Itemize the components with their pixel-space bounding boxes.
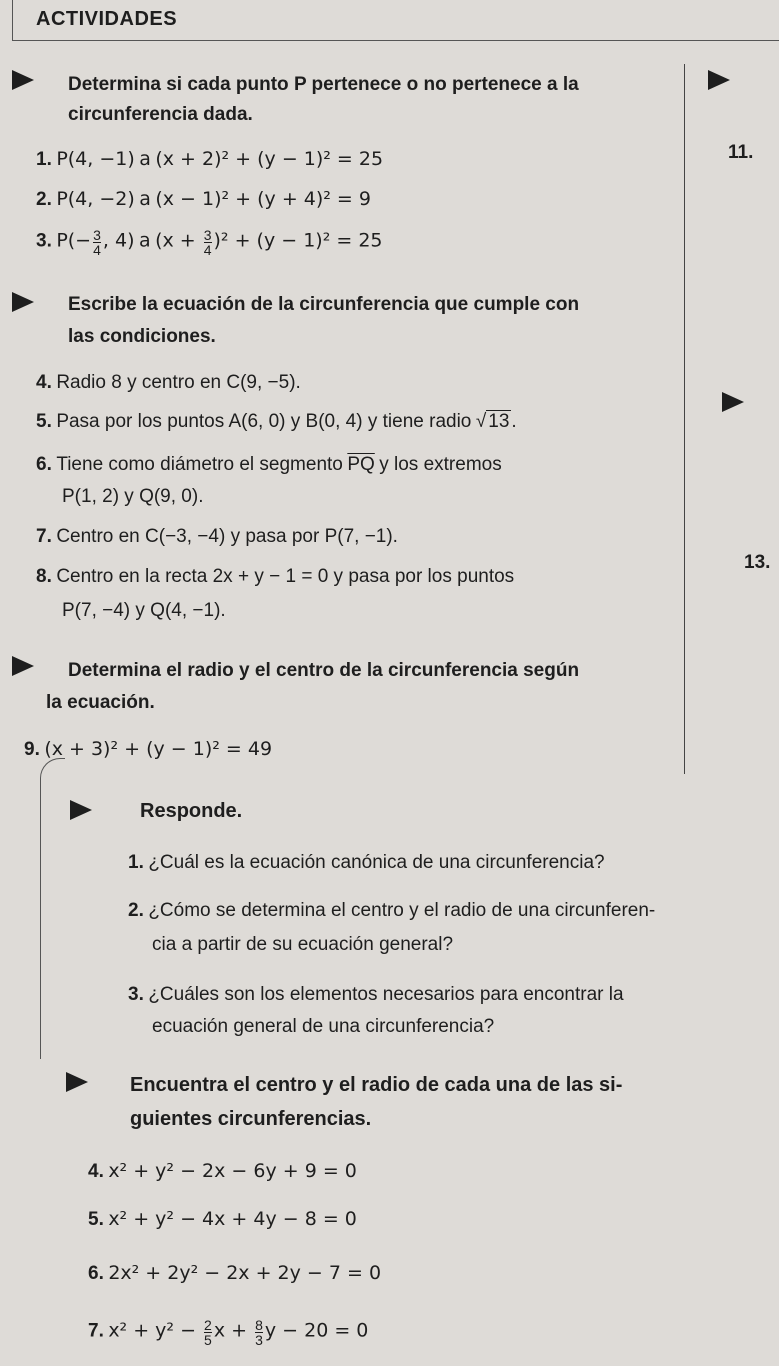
item-number-11: 11. xyxy=(728,142,754,163)
column-divider xyxy=(684,64,685,774)
exercise-item-8-line2: P(7, −4) y Q(4, −1). xyxy=(62,600,226,621)
circle-item-6: 6. 2x² + 2y² − 2x + 2y − 7 = 0 xyxy=(88,1262,382,1284)
exercise-item-7: 7. Centro en C(−3, −4) y pasa por P(7, −1). xyxy=(36,526,398,547)
item-number-13: 13. xyxy=(744,552,771,573)
section-heading: guientes circunferencias. xyxy=(130,1108,372,1130)
circle-item-5: 5. x² + y² − 4x + 4y − 8 = 0 xyxy=(88,1208,357,1230)
exercise-item-8: 8. Centro en la recta 2x + y − 1 = 0 y pasa por los puntos xyxy=(36,566,515,587)
bullet-triangle-icon xyxy=(722,392,744,412)
exercise-item-9: 9. (x + 3)² + (y − 1)² = 49 xyxy=(24,738,273,760)
bullet-triangle-icon xyxy=(66,1072,88,1092)
circle-item-4: 4. x² + y² − 2x − 6y + 9 = 0 xyxy=(88,1160,357,1182)
section-heading: Responde. xyxy=(140,800,243,822)
bullet-triangle-icon xyxy=(12,656,34,676)
exercise-item-6-line2: P(1, 2) y Q(9, 0). xyxy=(62,486,204,507)
section-heading: la ecuación. xyxy=(46,692,155,713)
question-2: 2. ¿Cómo se determina el centro y el radio de una circunferen- xyxy=(128,900,656,921)
section-heading: Encuentra el centro y el radio de cada una de las si- xyxy=(130,1074,623,1096)
question-3: 3. ¿Cuáles son los elementos necesarios para encontrar la xyxy=(128,984,624,1005)
exercise-item-2: 2. P(4, −2) a (x − 1)² + (y + 4)² = 9 xyxy=(36,188,371,210)
exercise-item-4: 4. Radio 8 y centro en C(9, −5). xyxy=(36,372,301,393)
exercise-item-5: 5. Pasa por los puntos A(6, 0) y B(0, 4) y tiene radio √ 13 . xyxy=(36,411,517,432)
page-title: ACTIVIDADES xyxy=(36,8,178,30)
bullet-triangle-icon xyxy=(708,70,730,90)
question-2-line2: cia a partir de su ecuación general? xyxy=(152,934,454,955)
section-heading: Determina si cada punto P pertenece o no pertenece a la xyxy=(68,74,579,95)
exercise-item-6: 6. Tiene como diámetro el segmento $\overline{PQ}$ y los extremos xyxy=(36,454,502,475)
circle-item-7: 7. x² + y² − $\frac{2}{5}$ x + $\frac{8}{3}$ y − 20 = 0 xyxy=(88,1317,369,1348)
section-heading: circunferencia dada. xyxy=(68,104,253,125)
bullet-triangle-icon xyxy=(12,292,34,312)
section-heading: Escribe la ecuación de la circunferencia que cumple con xyxy=(68,294,580,315)
section-heading: Determina el radio y el centro de la circunferencia según xyxy=(68,660,580,681)
section-heading: las condiciones. xyxy=(68,326,216,347)
question-3-line2: ecuación general de una circunferencia? xyxy=(152,1016,495,1037)
exercise-item-3: 3. P(− $\frac{3}{4}$ , 4) a (x + $\frac{3}{4}$ )² + (y − 1)² = 25 xyxy=(36,227,383,258)
bullet-triangle-icon xyxy=(12,70,34,90)
exercise-item-1: 1. P(4, −1) a (x + 2)² + (y − 1)² = 25 xyxy=(36,148,384,170)
section-bracket xyxy=(40,758,65,1059)
question-1: 1. ¿Cuál es la ecuación canónica de una circunferencia? xyxy=(128,852,605,873)
bullet-triangle-icon xyxy=(70,800,92,820)
